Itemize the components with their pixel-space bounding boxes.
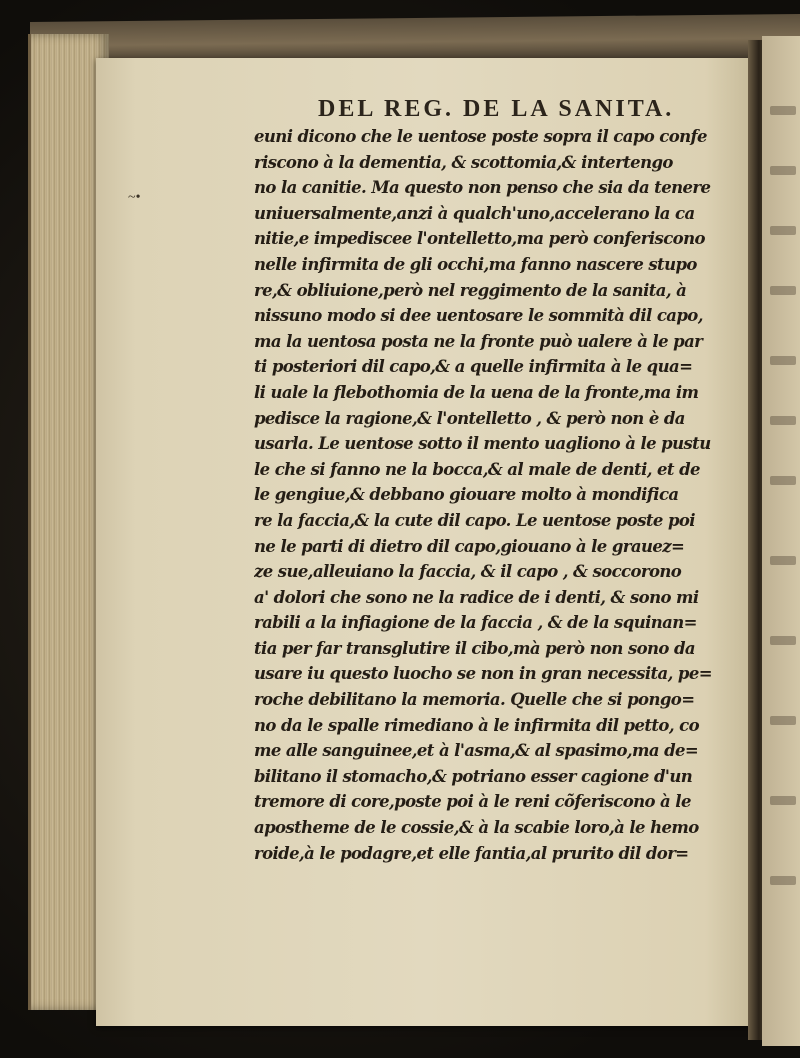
- text-line: no da le spalle rimediano à le infirmita dil petto, co: [254, 715, 699, 735]
- text-line: tremore di core,poste poi à le reni cõferiscono à le: [254, 792, 691, 812]
- facing-page-text-fragment: [770, 876, 796, 885]
- text-line: apostheme de le cossie,& à la scabie loro,à le hemo: [254, 818, 699, 838]
- facing-page-text-fragment: [770, 476, 796, 485]
- facing-page-text-fragment: [770, 636, 796, 645]
- text-line: rabili a la infiagione de la faccia , & de la squinan=: [254, 613, 697, 633]
- facing-page-text-fragment: [770, 416, 796, 425]
- text-line: li uale la flebothomia de la uena de la fronte,ma im: [254, 382, 699, 402]
- facing-page-text-fragment: [770, 286, 796, 295]
- text-line: usare iu questo luocho se non in gran necessita, pe=: [254, 664, 712, 684]
- text-line: ma la uentosa posta ne la fronte può ualere à le par: [254, 331, 703, 351]
- text-line: ti posteriori dil capo,& a quelle infirmita à le qua=: [254, 357, 693, 377]
- text-line: tia per far transglutire il cibo,mà però non sono da: [254, 638, 696, 658]
- text-line: bilitano il stomacho,& potriano esser cagione d'un: [254, 766, 693, 786]
- text-line: no la canitie. Ma questo non penso che sia da tenere: [254, 178, 711, 198]
- text-line: nissuno modo si dee uentosare le sommità dil capo,: [254, 306, 703, 326]
- text-line: le che si fanno ne la bocca,& al male de denti, et de: [254, 459, 700, 479]
- page-text-block: [254, 124, 714, 866]
- text-line: uniuersalmente,anzi à qualch'uno,accelerano la ca: [254, 203, 695, 223]
- text-line: ze sue,alleuiano la faccia, & il capo , & soccorono: [254, 562, 682, 582]
- facing-page-text-fragment: [770, 356, 796, 365]
- text-line: usarla. Le uentose sotto il mento uagliono à le pustu: [254, 434, 711, 454]
- facing-page-text-fragment: [770, 226, 796, 235]
- facing-page-text-fragment: [770, 716, 796, 725]
- text-line: roide,à le podagre,et elle fantia,al prurito dil dor=: [254, 843, 689, 863]
- text-line: ne le parti di dietro dil capo,giouano à le grauez=: [254, 536, 685, 556]
- text-line: a' dolori che sono ne la radice de i denti, & sono mi: [254, 587, 699, 607]
- text-line: pedisce la ragione,& l'ontelletto , & però non è da: [254, 408, 685, 428]
- facing-page-text-fragment: [770, 556, 796, 565]
- facing-page-edge: [762, 36, 800, 1046]
- text-line: re la faccia,& la cute dil capo. Le uentose poste poi: [254, 510, 695, 530]
- text-line: euni dicono che le uentose poste sopra il capo confe: [254, 127, 707, 146]
- text-line: nelle infirmita de gli occhi,ma fanno nascere stupo: [254, 254, 697, 274]
- text-line: nitie,e impediscee l'ontelletto,ma però conferiscono: [254, 229, 705, 249]
- text-line: re,& obliuione,però nel reggimento de la sanita, à: [254, 280, 687, 300]
- facing-page-text-fragment: [770, 106, 796, 115]
- text-line: le gengiue,& debbano giouare molto à mondifica: [254, 485, 679, 505]
- text-line: riscono à la dementia, & scottomia,& intertengo: [254, 152, 673, 172]
- facing-page-text-fragment: [770, 796, 796, 805]
- facing-page-text-fragment: [770, 166, 796, 175]
- running-head: DEL REG. DE LA SANITA.: [318, 96, 675, 122]
- text-line: roche debilitano la memoria. Quelle che si pongo=: [254, 690, 695, 710]
- text-line: me alle sanguinee,et à l'asma,& al spasimo,ma de=: [254, 741, 699, 761]
- margin-mark: ~•: [128, 190, 141, 205]
